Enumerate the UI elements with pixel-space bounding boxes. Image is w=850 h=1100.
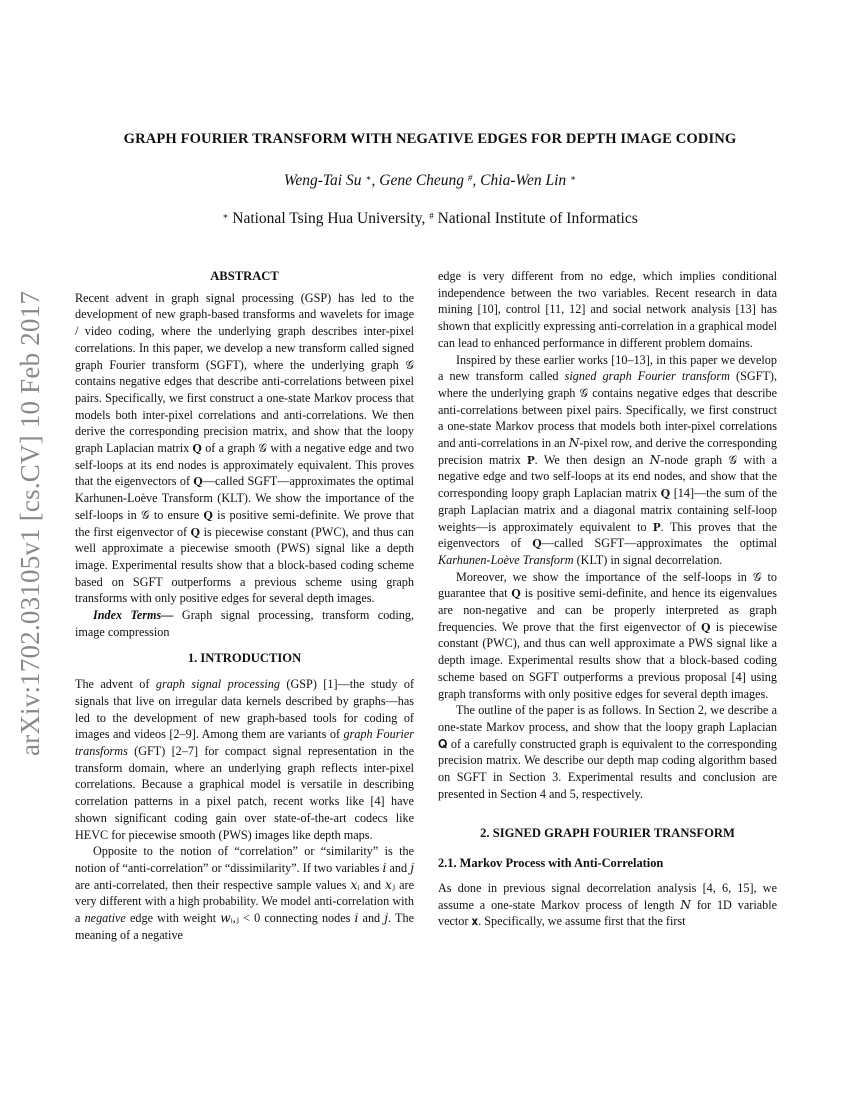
abstract-heading: ABSTRACT — [210, 269, 279, 283]
intro-paragraph: Moreover, we show the importance of the self-loops in 𝒢 to guarantee that 𝐐 is positive semi-definite, and hence its eigenvalues are non-negative and can be properly interpreted as graph frequencies. We prove that the first eigenvector of 𝐐 is piecewise constant (PWC), and thus can well approximate a PWS signal like a depth image. Experimental results show that a block-based coding scheme based on SGFT outperforms a previous proposal [4] using graph transforms with only positive edges for several depth images. — [438, 569, 777, 701]
affiliation-name: National Tsing Hua University, — [232, 210, 426, 227]
author-name: Chia-Wen Lin — [480, 172, 567, 189]
intro-paragraph: The outline of the paper is as follows. In Section 2, we describe a one-state Markov process, and show that the loopy graph Laplacian 𝐐 of a carefully constructed graph is equivalent to the corresponding precision matrix. We describe our depth map coding algorithm based on SGFT in Section 3. Experimental results and conclusion are presented in Section 4 and 5, respectively. — [438, 703, 777, 801]
introduction-heading: 1. INTRODUCTION — [187, 651, 302, 666]
author-name: Weng-Tai Su — [283, 172, 362, 189]
index-terms-label: Index Terms— — [93, 608, 174, 623]
author-list: Weng-Tai Su ∗, Gene Cheung #, Chia-Wen Lin ∗ — [283, 172, 577, 189]
intro-paragraph: Inspired by these earlier works [10–13], in this paper we develop a new transform called signed graph Fourier transform (SGFT), where the underlying graph 𝒢 contains negative edges that describe anti-correlations between pixel pairs. Specifically, we first construct a one-state Markov process that models both inter-pixel correlations and anti-correlations in an 𝑁-pixel row, and derive the corresponding precision matrix 𝐏. We then design an 𝑁-node graph 𝒢 with a negative edge and two self-loops at its end nodes, and show that the corresponding loopy graph Laplacian matrix 𝐐 [14]—the sum of the graph Laplacian matrix and a diagonal matrix containing self-loop weights—is approximately equivalent to 𝐏. This proves that the eigenvectors of 𝐐—called SGFT—approximates the optimal Karhunen-Loève Transform (KLT) in signal decorrelation. — [438, 352, 777, 567]
intro-paragraph: Opposite to the notion of “correlation” or “similarity” is the notion of “anti-correlation” or “dissimilarity”. If two variables 𝑖 and 𝑗 are anti-correlated, then their respective sample values 𝑥ᵢ and 𝑥ⱼ are very different with a high probability. We model anti-correlation with a negative edge with weight 𝑤ᵢ,ⱼ < 0 connecting nodes 𝑖 and 𝑗. The meaning of a negative — [75, 844, 414, 942]
affiliation-mark: # — [429, 211, 434, 221]
paper-title: GRAPH FOURIER TRANSFORM WITH NEGATIVE EDGES FOR DEPTH IMAGE CODING — [123, 131, 737, 147]
affiliation-name: National Institute of Informatics — [437, 210, 638, 227]
author-mark: ∗ — [570, 173, 577, 183]
author-mark: # — [467, 173, 473, 183]
section-2-paragraph: As done in previous signal decorrelation analysis [4, 6, 15], we assume a one-state Markov process of length 𝑁 for 1D variable vector 𝐱. Specifically, we assume first that the first — [438, 880, 777, 929]
intro-paragraph: edge is very different from no edge, which implies conditional independence between the two variables. Recent research in data mining [10], control [11, 12] and social network analysis [13] has shown that explicitly expressing anti-correlation in a graphical model can lead to enhanced performance in different problem domains. — [438, 269, 777, 350]
section-2-heading: 2. SIGNED GRAPH FOURIER TRANSFORM — [480, 825, 735, 840]
index-terms — [75, 607, 414, 640]
arxiv-identifier-text: arXiv:1702.03105v1 [cs.CV] 10 Feb 2017 — [15, 290, 46, 756]
left-column — [75, 268, 414, 943]
affiliations — [60, 210, 800, 228]
author-mark: ∗ — [365, 173, 372, 183]
subsection-2-1-heading: 2.1. Markov Process with Anti-Correlation — [438, 856, 664, 871]
arxiv-identifier — [6, 290, 56, 756]
right-column — [438, 268, 777, 930]
author-name: Gene Cheung — [379, 172, 465, 189]
abstract-text: Recent advent in graph signal processing (GSP) has led to the development of new graph-based transforms and wavelets for image / video coding, where the underlying graph describes inter-pixel correlations. In this paper, we develop a new transform called signed graph Fourier transform (SGFT), where the underlying graph 𝒢 contains negative edges that describe anti-correlations between pixel pairs. Specifically, we first construct a one-state Markov process that models both inter-pixel correlations and anti-correlations. We then derive the corresponding precision matrix, and show that the loopy graph Laplacian matrix 𝐐 of a graph 𝒢 with a negative edge and two self-loops at its end nodes is approximately equivalent. This proves that the eigenvectors of 𝐐—called SGFT—approximates the optimal Karhunen-Loève Transform (KLT). We show the importance of the self-loops in 𝒢 to ensure 𝐐 is positive semi-definite. We prove that the first eigenvector of 𝐐 is piecewise constant (PWC), and thus can well approximate a piecewise smooth (PWS) signal like a depth image. Experimental results show that a block-based coding scheme based on SGFT outperforms a previous scheme using graph transforms with only positive edges for several depth images. — [75, 290, 414, 606]
index-terms-text: Graph signal processing, transform coding, image compression — [75, 608, 415, 639]
intro-paragraph: The advent of graph signal processing (GSP) [1]—the study of signals that live on irregular data kernels described by graphs—has led to the development of new graph-based tools for coding of images and videos [2–9]. Among them are variants of graph Fourier transforms (GFT) [2–7] for compact signal representation in the transform domain, where an underlying graph reflects inter-pixel correlations. Because a graphical model is versatile in describing correlation patterns in a pixel patch, recent works like [4] have shown significant coding gain over state-of-the-art codecs like HEVC for piecewise smooth (PWS) images like depth maps. — [75, 677, 414, 842]
affiliation-mark: ∗ — [222, 211, 229, 221]
